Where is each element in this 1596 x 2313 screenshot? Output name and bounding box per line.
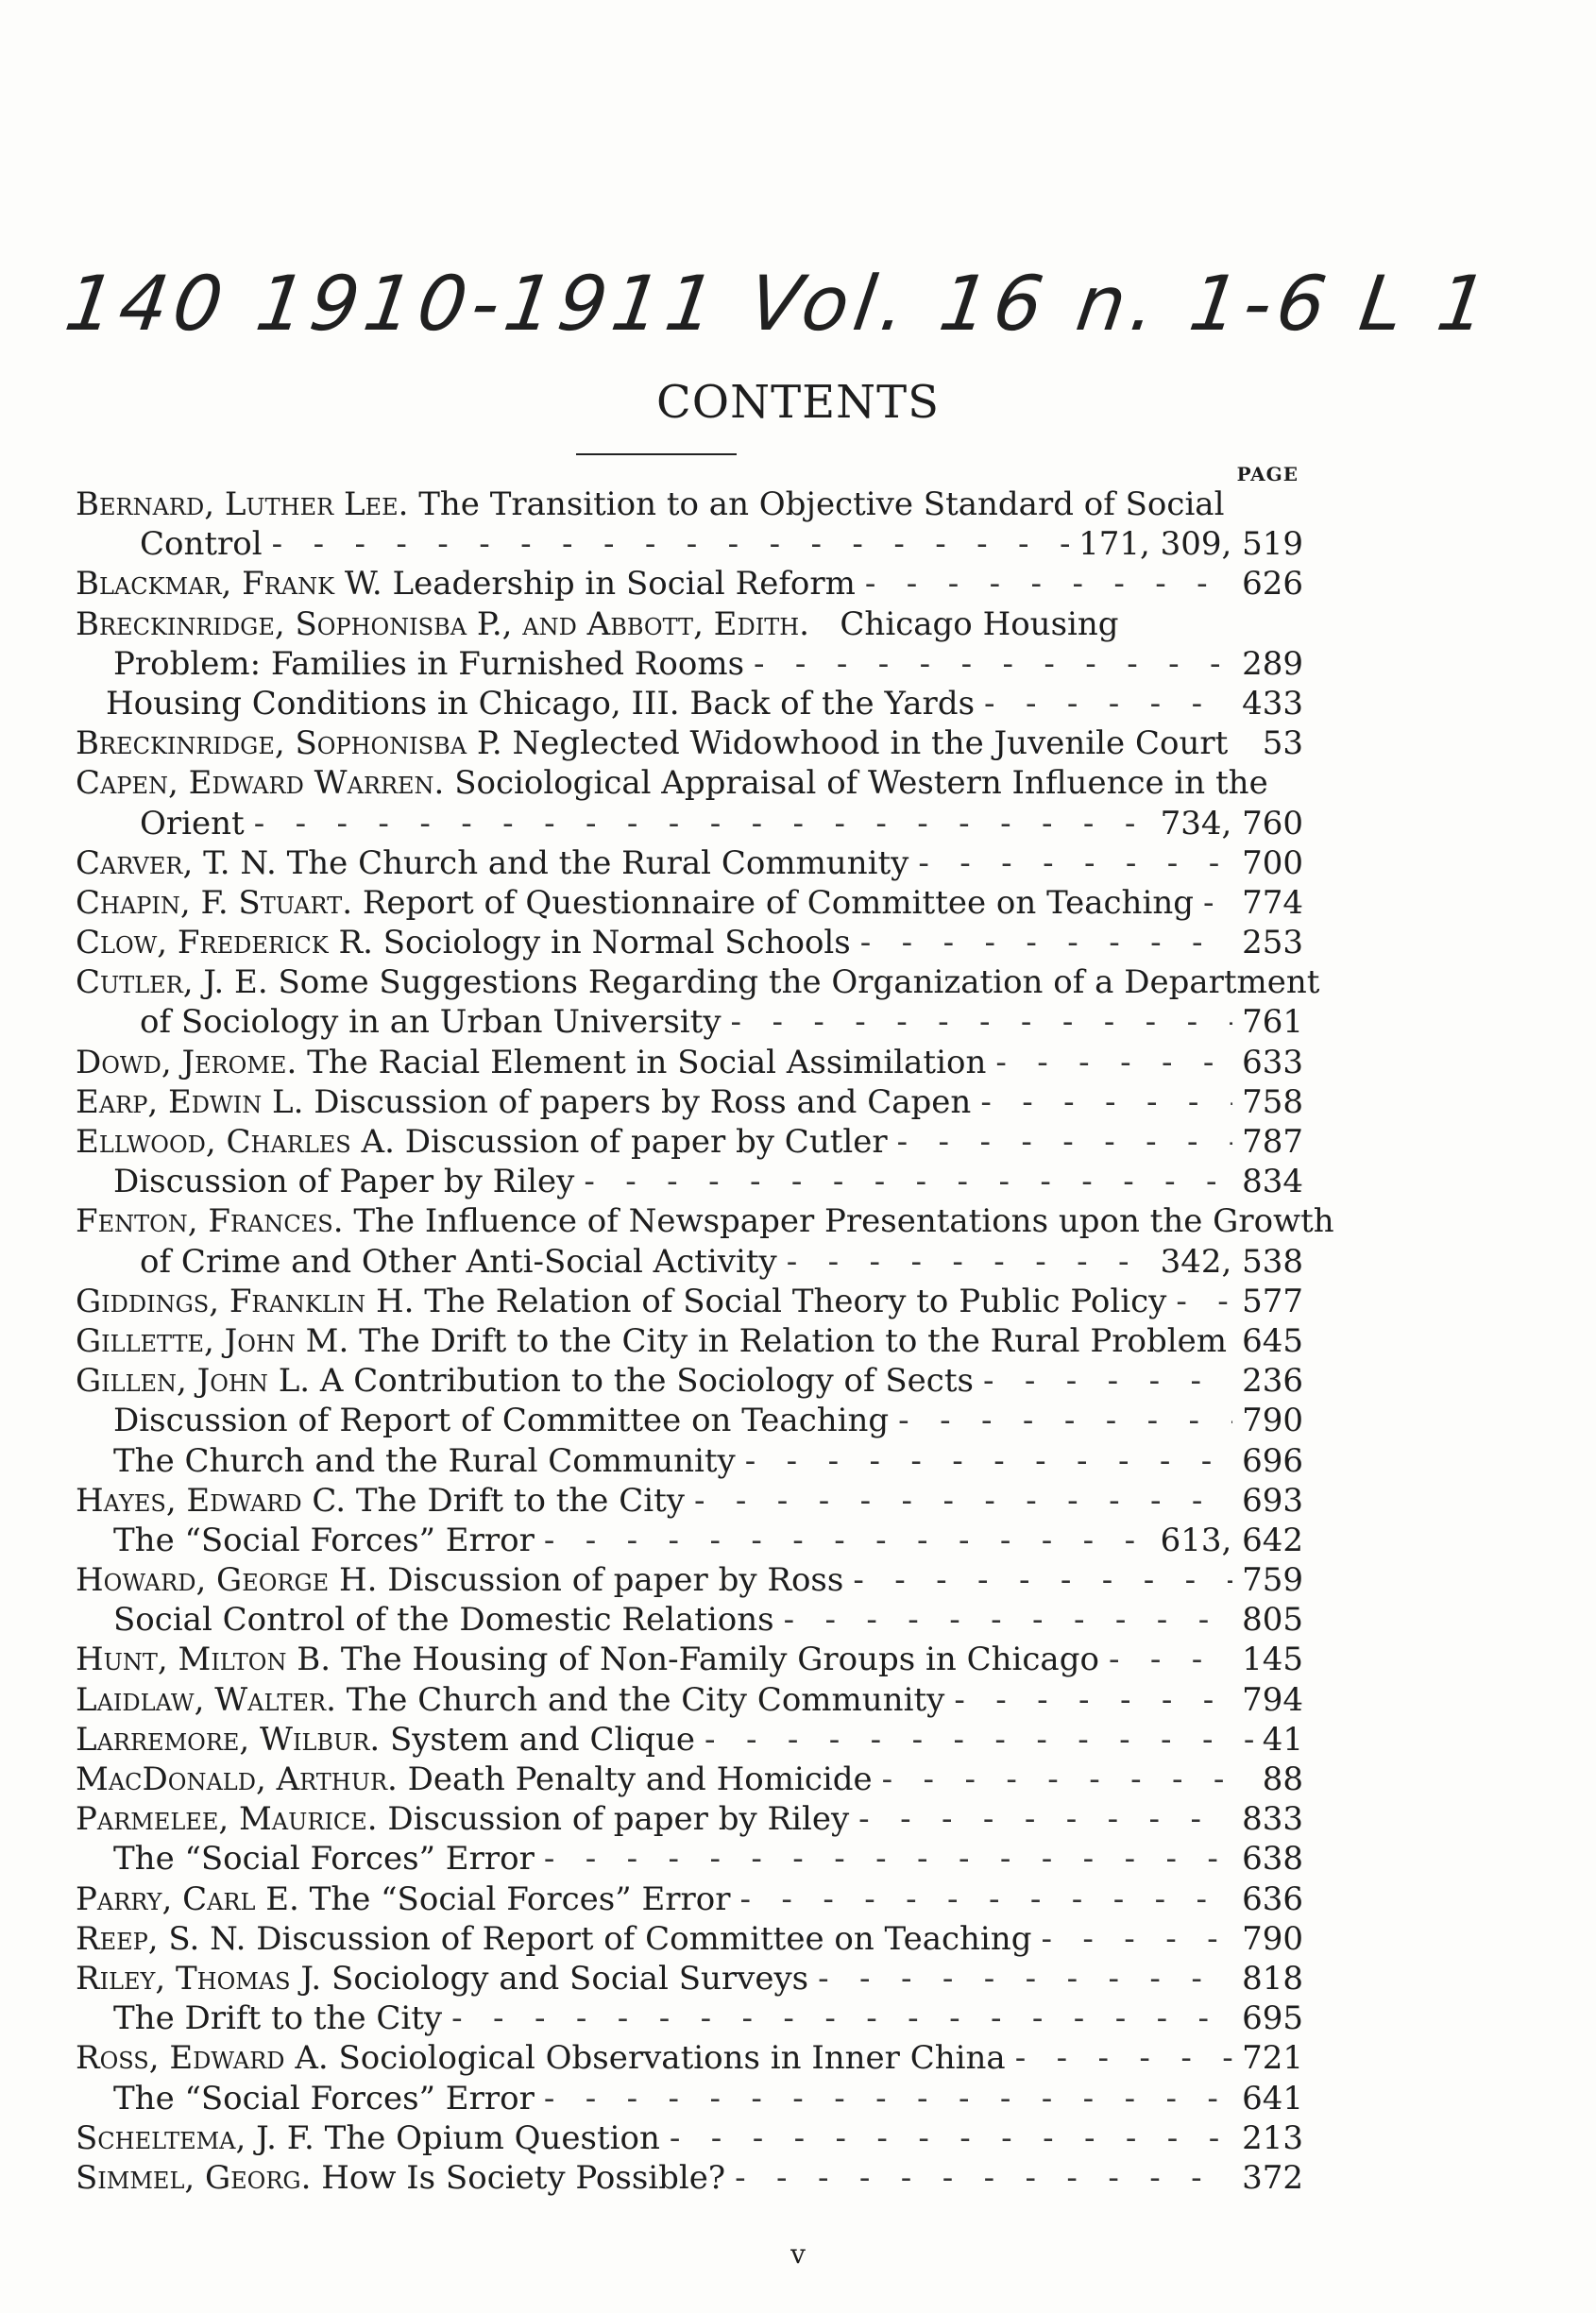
- entry-title: The Relation of Social Theory to Public Policy: [424, 1282, 1167, 1320]
- author-name: Fenton, Frances.: [76, 1202, 344, 1241]
- entry-title: The Drift to the City in Relation to the Rural Problem: [359, 1321, 1227, 1360]
- leader-dots: [754, 644, 1232, 684]
- author-name: Bernard, Luther Lee.: [76, 485, 409, 523]
- leader-dots: [954, 1680, 1232, 1720]
- author-name: Howard, George H.: [76, 1561, 378, 1600]
- page-number: 790: [1242, 1919, 1303, 1958]
- page-number: 372: [1242, 2158, 1303, 2197]
- page-number: 645: [1242, 1321, 1303, 1360]
- page-number: 88: [1262, 1760, 1303, 1798]
- list-item: [76, 644, 1303, 684]
- entry-title: Social Control of the Domestic Relations: [113, 1601, 774, 1640]
- page-number: 577: [1242, 1282, 1303, 1320]
- list-item: [76, 843, 1303, 883]
- list-item: [76, 1481, 1303, 1521]
- list-item: [76, 2038, 1303, 2078]
- entry-title: Discussion of paper by Ross: [387, 1561, 844, 1600]
- author-name: Chapin, F. Stuart.: [76, 883, 353, 922]
- list-item: [76, 962, 1320, 1002]
- entry-title: Discussion of paper by Cutler: [404, 1123, 888, 1161]
- list-item: [76, 763, 1303, 803]
- list-item: [76, 2079, 1303, 2118]
- page-number: 734, 760: [1160, 804, 1303, 842]
- author-name: Carver, T. N.: [76, 843, 277, 882]
- leader-dots: [705, 1720, 1253, 1760]
- list-item: [76, 1600, 1303, 1640]
- author-name: Breckinridge, Sophonisba P., and Abbott, Edith.: [76, 604, 809, 643]
- list-item: [76, 485, 1303, 524]
- list-item: [76, 1361, 1303, 1401]
- page-number: 818: [1242, 1959, 1303, 1998]
- leader-dots: [995, 1043, 1232, 1082]
- leader-dots: [983, 1361, 1232, 1401]
- list-item: [76, 1720, 1303, 1760]
- entry-title: The Influence of Newspaper Presentations upon the Growth: [353, 1202, 1334, 1241]
- list-item: [76, 1043, 1303, 1082]
- author-name: Ellwood, Charles A.: [76, 1123, 395, 1161]
- entry-title: Death Penalty and Homicide: [407, 1760, 873, 1798]
- handwritten-note: 140 1910-1911 Vol. 16 n. 1-6 L 1: [59, 260, 1499, 348]
- entry-title: Discussion of papers by Ross and Capen: [314, 1082, 972, 1121]
- leader-dots: [858, 1799, 1232, 1839]
- page-number: 289: [1242, 644, 1303, 683]
- author-name: Hunt, Milton B.: [76, 1641, 331, 1679]
- list-item: [76, 1401, 1303, 1440]
- page-number: 794: [1242, 1680, 1303, 1719]
- page-number: 721: [1242, 2039, 1303, 2078]
- page-number: 693: [1242, 1481, 1303, 1520]
- list-item: [76, 684, 1303, 723]
- entry-title: System and Clique: [389, 1720, 696, 1759]
- entry-title: Discussion of Report of Committee on Teaching: [113, 1402, 890, 1440]
- author-name: Clow, Frederick R.: [76, 924, 373, 962]
- list-item: [76, 524, 1303, 564]
- entry-title: Chicago Housing: [840, 604, 1119, 643]
- page-number: 638: [1242, 1840, 1303, 1879]
- page-number: 636: [1242, 1879, 1303, 1918]
- leader-dots: [898, 1401, 1232, 1440]
- leader-dots: [731, 1002, 1233, 1042]
- page-number: 641: [1242, 2079, 1303, 2117]
- leader-dots: [853, 1560, 1232, 1600]
- leader-dots: [1203, 883, 1232, 923]
- page-number: 774: [1242, 883, 1303, 922]
- entry-title: The Opium Question: [324, 2118, 660, 2157]
- contents-list: [76, 485, 1334, 2198]
- author-name: Dowd, Jerome.: [76, 1043, 297, 1081]
- page-number: 834: [1242, 1163, 1303, 1201]
- list-item: [76, 1799, 1303, 1839]
- author-name: Gillette, John M.: [76, 1321, 349, 1360]
- leader-dots: [254, 804, 1151, 843]
- page-number: 787: [1242, 1123, 1303, 1161]
- leader-dots: [745, 1441, 1232, 1481]
- entry-title: Discussion of Paper by Riley: [113, 1163, 575, 1201]
- entry-title: of Crime and Other Anti-Social Activity: [140, 1242, 777, 1281]
- leader-dots: [1041, 1919, 1232, 1959]
- page-number: 213: [1242, 2118, 1303, 2157]
- list-item: [76, 1959, 1303, 1998]
- author-name: Gillen, John L.: [76, 1362, 311, 1401]
- entry-title: The “Social Forces” Error: [113, 1840, 535, 1879]
- leader-dots: [544, 1521, 1151, 1560]
- list-item: [76, 1998, 1303, 2038]
- list-item: [76, 723, 1303, 763]
- page-number: 626: [1242, 565, 1303, 604]
- author-name: Reep, S. N.: [76, 1919, 246, 1958]
- list-item: [76, 1282, 1303, 1321]
- page-number: 433: [1242, 684, 1303, 723]
- list-item: [76, 1760, 1303, 1799]
- page-number: 342, 538: [1160, 1242, 1303, 1281]
- entry-title: The “Social Forces” Error: [113, 1521, 535, 1559]
- page-number: 758: [1242, 1082, 1303, 1121]
- list-item: [76, 1919, 1303, 1959]
- entry-title: Report of Questionnaire of Committee on Teaching: [362, 883, 1194, 922]
- leader-dots: [984, 684, 1232, 723]
- list-item: [76, 1162, 1303, 1201]
- list-item: [76, 1321, 1303, 1361]
- entry-title: Problem: Families in Furnished Rooms: [113, 644, 745, 683]
- author-name: Riley, Thomas J.: [76, 1959, 322, 1998]
- list-item: [76, 604, 1303, 644]
- author-name: Breckinridge, Sophonisba P.: [76, 724, 502, 763]
- entry-title: The Church and the City Community: [346, 1680, 945, 1719]
- entry-title: Sociology in Normal Schools: [382, 924, 851, 962]
- leader-dots: [544, 1839, 1232, 1879]
- leader-dots: [865, 564, 1232, 604]
- list-item: [76, 1879, 1303, 1919]
- title-rule: [576, 453, 737, 455]
- page-column-label: PAGE: [1236, 463, 1299, 485]
- entry-title: The Drift to the City: [113, 1999, 443, 2038]
- author-name: Simmel, Georg.: [76, 2158, 312, 2197]
- leader-dots: [670, 2118, 1232, 2158]
- entry-title: The Racial Element in Social Assimilation: [307, 1043, 987, 1081]
- leader-dots: [882, 1760, 1253, 1799]
- entry-title: The Church and the Rural Community: [113, 1441, 736, 1480]
- entry-title: Orient: [140, 804, 245, 842]
- page-number: 695: [1242, 1999, 1303, 2038]
- list-item: [76, 923, 1303, 962]
- leader-dots: [818, 1959, 1232, 1998]
- footer-page-number: v: [790, 2238, 806, 2270]
- leader-dots: [784, 1600, 1233, 1640]
- page-number: 236: [1242, 1362, 1303, 1401]
- list-item: [76, 2118, 1303, 2158]
- page-number: 253: [1242, 924, 1303, 962]
- page-number: 833: [1242, 1800, 1303, 1839]
- entry-title: The “Social Forces” Error: [309, 1879, 731, 1918]
- author-name: Laidlaw, Walter.: [76, 1680, 336, 1719]
- list-item: [76, 1082, 1303, 1122]
- entry-title: Leadership in Social Reform: [392, 565, 856, 604]
- author-name: Giddings, Franklin H.: [76, 1282, 415, 1320]
- entry-title: The Housing of Non-Family Groups in Chicago: [340, 1641, 1099, 1679]
- entry-title: Control: [140, 525, 263, 564]
- leader-dots: [694, 1481, 1232, 1521]
- leader-dots: [980, 1082, 1232, 1122]
- leader-dots: [451, 1998, 1232, 2038]
- page-number: 696: [1242, 1441, 1303, 1480]
- list-item: [76, 1201, 1334, 1241]
- entry-title: The Church and the Rural Community: [286, 843, 909, 882]
- page-number: 53: [1262, 724, 1303, 763]
- leader-dots: [584, 1162, 1232, 1201]
- entry-title: of Sociology in an Urban University: [140, 1003, 722, 1042]
- page-number: 613, 642: [1160, 1521, 1303, 1559]
- leader-dots: [918, 843, 1232, 883]
- entry-title: Neglected Widowhood in the Juvenile Court: [512, 724, 1229, 763]
- list-item: [76, 1560, 1303, 1600]
- entry-title: Housing Conditions in Chicago, III. Back of the Yards: [106, 684, 976, 723]
- author-name: Parry, Carl E.: [76, 1879, 299, 1918]
- leader-dots: [1176, 1282, 1232, 1321]
- page-number: 171, 309, 519: [1078, 525, 1303, 564]
- page-number: 759: [1242, 1561, 1303, 1600]
- leader-dots: [1109, 1640, 1232, 1679]
- leader-dots: [740, 1879, 1233, 1919]
- author-name: Earp, Edwin L.: [76, 1082, 304, 1121]
- list-item: [76, 1521, 1303, 1560]
- author-name: Larremore, Wilbur.: [76, 1720, 381, 1759]
- entry-title: Discussion of Report of Committee on Teaching: [256, 1919, 1032, 1958]
- leader-dots: [544, 2079, 1232, 2118]
- page-number: 41: [1262, 1720, 1303, 1759]
- leader-dots: [897, 1122, 1232, 1162]
- leader-dots: [860, 923, 1232, 962]
- author-name: MacDonald, Arthur.: [76, 1760, 398, 1798]
- leader-dots: [787, 1242, 1151, 1282]
- author-name: Parmelee, Maurice.: [76, 1800, 378, 1839]
- author-name: Blackmar, Frank W.: [76, 565, 382, 604]
- entry-title: How Is Society Possible?: [321, 2158, 726, 2197]
- author-name: Cutler, J. E.: [76, 963, 268, 1002]
- entry-title: The Transition to an Objective Standard of Social: [418, 485, 1225, 523]
- author-name: Hayes, Edward C.: [76, 1481, 347, 1520]
- list-item: [76, 2158, 1303, 2198]
- leader-dots: [272, 524, 1069, 564]
- list-item: [76, 883, 1303, 923]
- entry-title: Discussion of paper by Riley: [387, 1800, 850, 1839]
- page-number: 700: [1242, 843, 1303, 882]
- page-number: 761: [1242, 1003, 1303, 1042]
- entry-title: Sociology and Social Surveys: [331, 1959, 809, 1998]
- entry-title: A Contribution to the Sociology of Sects: [319, 1362, 974, 1401]
- list-item: [76, 1002, 1303, 1042]
- list-item: [76, 804, 1303, 843]
- entry-title: Some Suggestions Regarding the Organization of a Department: [278, 963, 1320, 1002]
- page-title: CONTENTS: [655, 376, 941, 429]
- author-name: Capen, Edward Warren.: [76, 764, 445, 803]
- page-number: 790: [1242, 1402, 1303, 1440]
- list-item: [76, 564, 1303, 604]
- page-number: 805: [1242, 1601, 1303, 1640]
- list-item: [76, 1680, 1303, 1720]
- entry-title: The “Social Forces” Error: [113, 2079, 535, 2117]
- list-item: [76, 1441, 1303, 1481]
- leader-dots: [735, 2158, 1232, 2198]
- author-name: Scheltema, J. F.: [76, 2118, 314, 2157]
- page-number: 145: [1242, 1641, 1303, 1679]
- entry-title: Sociological Appraisal of Western Influence in the: [454, 764, 1268, 803]
- entry-title: The Drift to the City: [355, 1481, 685, 1520]
- list-item: [76, 1122, 1303, 1162]
- list-item: [76, 1640, 1303, 1679]
- page-number: 633: [1242, 1043, 1303, 1081]
- entry-title: Sociological Observations in Inner China: [338, 2039, 1006, 2078]
- leader-dots: [1015, 2038, 1232, 2078]
- list-item: [76, 1242, 1303, 1282]
- author-name: Ross, Edward A.: [76, 2039, 329, 2078]
- list-item: [76, 1839, 1303, 1879]
